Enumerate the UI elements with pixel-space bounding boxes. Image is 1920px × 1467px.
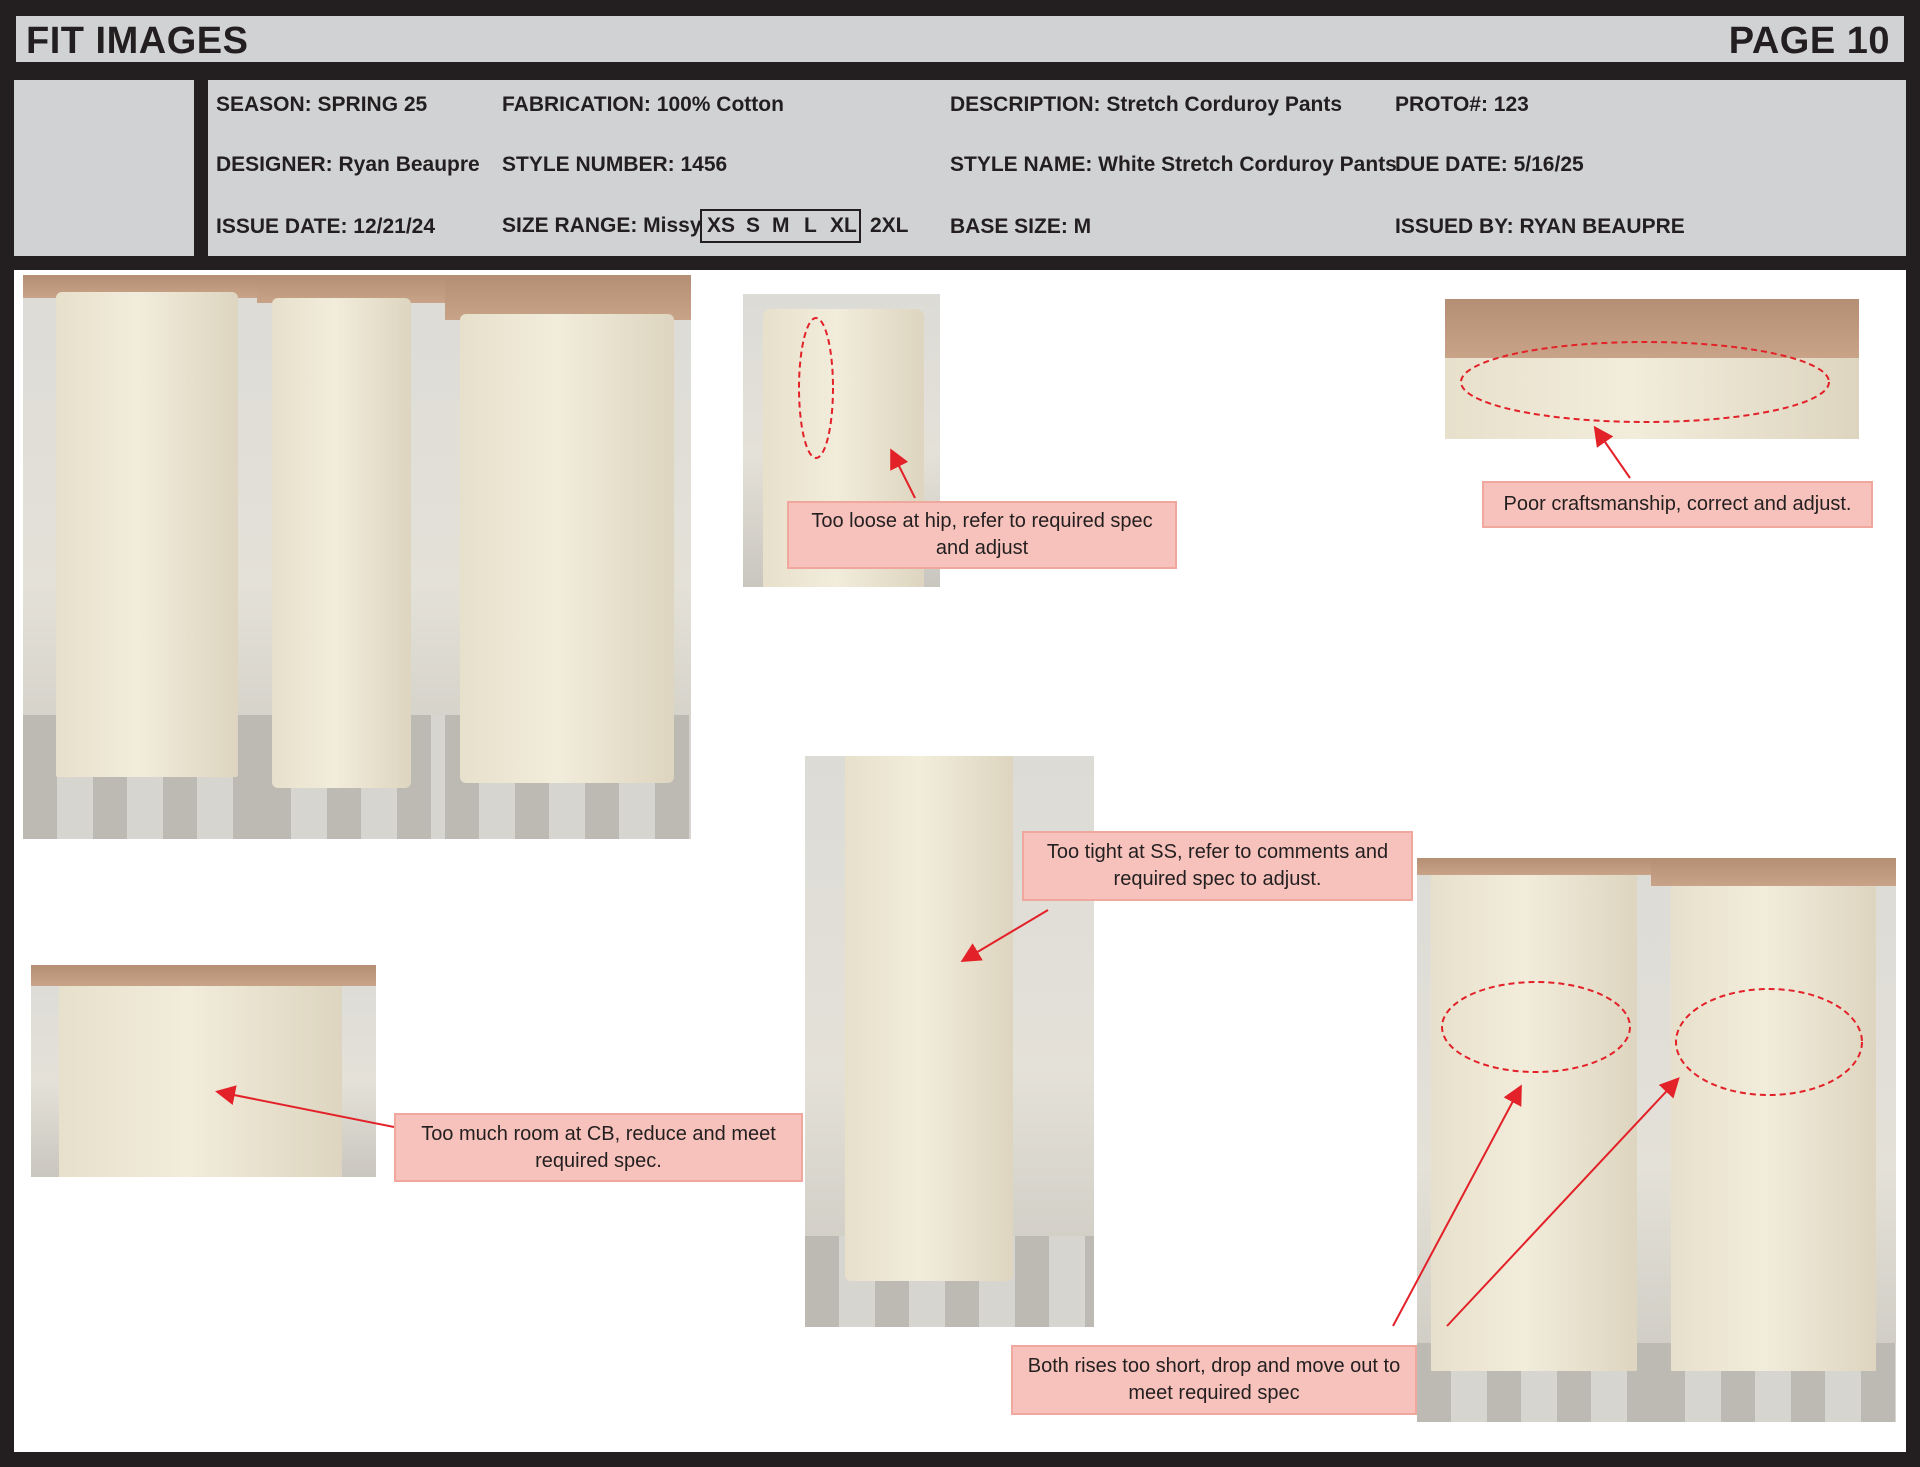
due-date-field: DUE DATE: 5/16/25	[1395, 153, 1584, 176]
note-hip: Too loose at hip, refer to required spec and adjust	[787, 501, 1177, 569]
spec-info-panel	[208, 80, 1906, 256]
title-bar	[14, 14, 1906, 64]
size-2xl: 2XL	[870, 214, 909, 237]
fabrication-field: FABRICATION: 100% Cotton	[502, 93, 784, 116]
size-xl: XL	[830, 214, 857, 237]
style-name-field: STYLE NAME: White Stretch Corduroy Pants	[950, 153, 1397, 176]
note-center-back: Too much room at CB, reduce and meet required spec.	[394, 1113, 803, 1182]
front-rise-arrow	[1447, 1080, 1677, 1326]
issue-date-field: ISSUE DATE: 12/21/24	[216, 215, 436, 238]
logo-placeholder	[14, 80, 194, 256]
fit-images-area	[14, 270, 1906, 1452]
front-rise-ellipse	[1676, 989, 1862, 1095]
waistband-arrow	[1596, 429, 1630, 478]
note-craftsmanship: Poor craftsmanship, correct and adjust.	[1482, 481, 1873, 528]
note-side-seam: Too tight at SS, refer to comments and required spec to adjust.	[1022, 831, 1413, 901]
style-number-field: STYLE NUMBER: 1456	[502, 153, 728, 176]
base-size-field: BASE SIZE: M	[950, 215, 1092, 238]
description-field: DESCRIPTION: Stretch Corduroy Pants	[950, 93, 1343, 116]
size-range-field: SIZE RANGE: Missy	[502, 214, 702, 237]
designer-field: DESIGNER: Ryan Beaupre	[216, 153, 480, 176]
issued-by-field: ISSUED BY: RYAN BEAUPRE	[1395, 215, 1685, 238]
waistband-ellipse	[1461, 342, 1829, 422]
back-rise-ellipse	[1442, 982, 1630, 1072]
hip-ellipse	[799, 318, 833, 458]
proto-field: PROTO#: 123	[1395, 93, 1529, 116]
back-rise-arrow	[1393, 1088, 1520, 1326]
note-rises: Both rises too short, drop and move out to meet required spec	[1011, 1345, 1417, 1415]
page-title: FIT IMAGES	[26, 20, 249, 62]
center-back-arrow	[219, 1092, 394, 1127]
size-m: M	[772, 214, 790, 237]
side-seam-arrow	[964, 910, 1048, 960]
size-l: L	[804, 214, 817, 237]
size-xs: XS	[707, 214, 736, 237]
season-field: SEASON: SPRING 25	[216, 93, 428, 116]
size-s: S	[746, 214, 761, 237]
hip-arrow	[892, 452, 915, 498]
page-number: PAGE 10	[1728, 20, 1890, 62]
annotation-overlay	[14, 270, 1906, 1452]
